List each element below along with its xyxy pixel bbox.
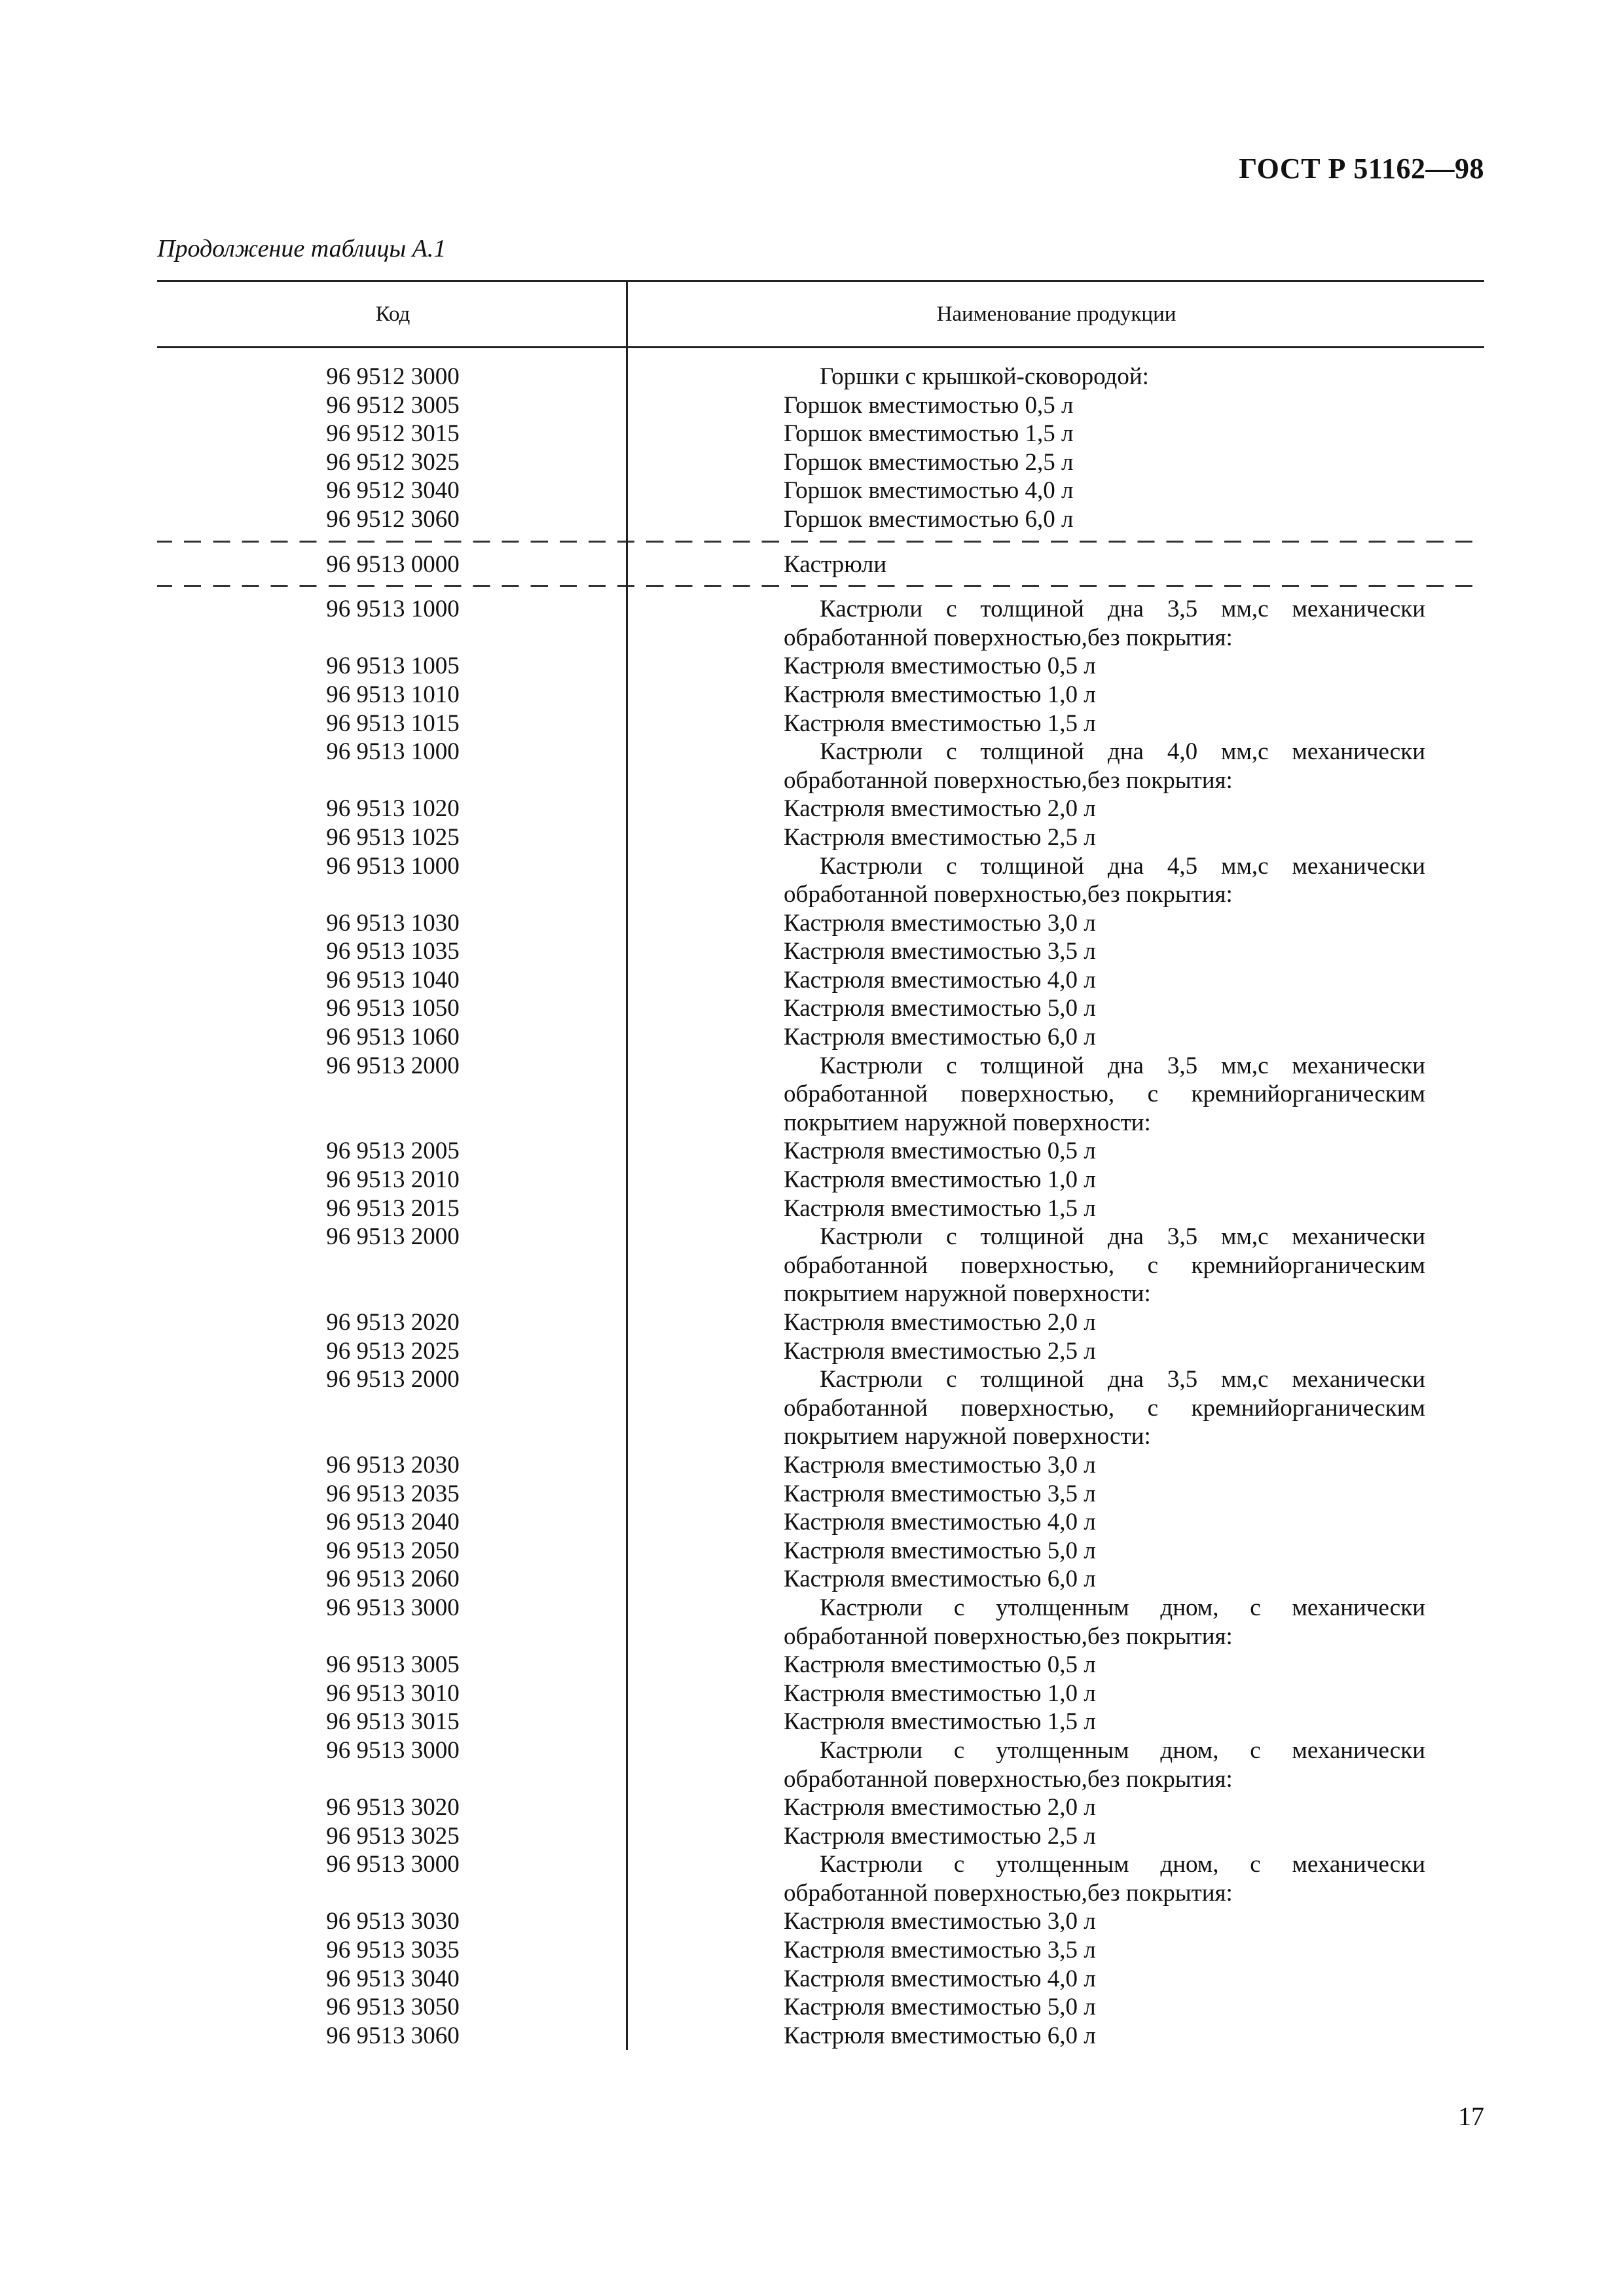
product-name: Кастрюля вместимостью 1,5 л: [784, 1194, 1096, 1222]
table-row: [157, 852, 1484, 909]
product-name: Кастрюля вместимостью 0,5 л: [784, 1651, 1096, 1679]
product-name: Кастрюля вместимостью 1,0 л: [784, 1679, 1096, 1707]
product-code: 96 9513 1035: [326, 938, 460, 965]
product-name: Кастрюля вместимостью 4,0 л: [784, 1965, 1096, 1992]
product-code: 96 9513 1000: [326, 852, 460, 880]
product-code: 96 9513 3030: [326, 1908, 460, 1935]
table-row: [157, 652, 1484, 681]
table-row: [157, 1194, 1484, 1223]
product-code: 96 9513 2010: [326, 1166, 460, 1194]
product-name: Кастрюля вместимостью 3,0 л: [784, 909, 1096, 937]
column-header-code: Код: [375, 302, 410, 326]
product-name: Кастрюля вместимостью 6,0 л: [784, 1566, 1096, 1593]
table-caption: Продолжение таблицы А.1: [157, 235, 447, 262]
product-code: 96 9513 1060: [326, 1024, 460, 1051]
table-row: [157, 1708, 1484, 1736]
product-code: 96 9513 2000: [326, 1052, 460, 1079]
product-group-name: Кастрюли с утолщенным дном, с механически обработанной поверхностью,без покрытия:: [784, 1851, 1425, 1907]
page-number: 17: [1458, 2102, 1484, 2131]
table-row: [157, 1308, 1484, 1337]
product-code: 96 9513 3000: [326, 1736, 460, 1764]
product-code: 96 9512 3040: [326, 477, 460, 505]
product-name: Кастрюля вместимостью 3,5 л: [784, 1937, 1096, 1964]
product-code: 96 9513 3010: [326, 1679, 460, 1707]
product-group-name: Кастрюли с толщиной дна 3,5 мм,с механически обработанной поверхностью,без покрытия:: [784, 596, 1425, 651]
table-row: [157, 1365, 1484, 1451]
table-row: [157, 2022, 1484, 2051]
table-row: [157, 681, 1484, 709]
product-name: Горшок вместимостью 1,5 л: [784, 420, 1074, 448]
product-code: 96 9513 3020: [326, 1794, 460, 1821]
table-row: [157, 1594, 1484, 1651]
group-separator: [157, 585, 1484, 587]
table-row: [157, 1480, 1484, 1509]
product-name: Кастрюля вместимостью 5,0 л: [784, 1537, 1096, 1564]
product-code: 96 9513 2060: [326, 1566, 460, 1593]
table-row: [157, 1137, 1484, 1166]
table-row: [157, 1565, 1484, 1594]
product-code: 96 9513 1050: [326, 995, 460, 1022]
product-name: Кастрюля вместимостью 2,0 л: [784, 1309, 1096, 1336]
product-name: Горшок вместимостью 6,0 л: [784, 505, 1074, 533]
product-code: 96 9513 2015: [326, 1194, 460, 1222]
product-code: 96 9513 2020: [326, 1309, 460, 1336]
product-code: 96 9513 3015: [326, 1708, 460, 1736]
product-code-table: [157, 280, 1484, 2050]
column-header-name: Наименование продукции: [936, 302, 1176, 326]
product-code: 96 9513 1020: [326, 795, 460, 823]
product-code: 96 9513 1010: [326, 681, 460, 708]
product-code: 96 9513 3000: [326, 1594, 460, 1621]
product-name: Кастрюля вместимостью 1,0 л: [784, 1166, 1096, 1194]
table-body: [157, 348, 1484, 2050]
table-row: [157, 1052, 1484, 1138]
table-row: [157, 1451, 1484, 1480]
product-name: Горшок вместимостью 4,0 л: [784, 477, 1074, 505]
product-name: Кастрюля вместимостью 3,0 л: [784, 1451, 1096, 1479]
table-row: [157, 1508, 1484, 1537]
product-code: 96 9513 2000: [326, 1223, 460, 1251]
table-row: [157, 1993, 1484, 2022]
table-row: [157, 1907, 1484, 1936]
product-name: Кастрюля вместимостью 5,0 л: [784, 1994, 1096, 2021]
product-code: 96 9513 2000: [326, 1366, 460, 1393]
product-group-name: Кастрюли с толщиной дна 4,5 мм,с механически обработанной поверхностью,без покрытия:: [784, 852, 1425, 908]
table-row: [157, 1936, 1484, 1965]
product-code: 96 9513 3000: [326, 1851, 460, 1878]
product-group-name: Кастрюли с толщиной дна 3,5 мм,с механически обработанной поверхностью, с кремнийорганическим покрытием наружной поверхности:: [784, 1052, 1425, 1136]
table-row: [157, 738, 1484, 795]
product-code: 96 9513 2030: [326, 1451, 460, 1479]
product-name: Кастрюля вместимостью 6,0 л: [784, 2022, 1096, 2049]
product-name: Горшок вместимостью 2,5 л: [784, 448, 1074, 476]
product-code: 96 9513 2025: [326, 1337, 460, 1365]
product-name: Кастрюля вместимостью 1,5 л: [784, 1708, 1096, 1736]
table-header-row: [157, 282, 1484, 346]
product-code: 96 9513 3025: [326, 1822, 460, 1850]
table-row: [157, 1537, 1484, 1566]
product-code: 96 9513 2035: [326, 1480, 460, 1507]
product-code: 96 9513 1005: [326, 653, 460, 680]
document-header: ГОСТ Р 51162—98: [1239, 152, 1484, 185]
table-row: [157, 937, 1484, 966]
table-row: [157, 1651, 1484, 1679]
product-code: 96 9513 2050: [326, 1537, 460, 1564]
table-row: [157, 391, 1484, 420]
table-row: [157, 448, 1484, 477]
product-code: 96 9513 2005: [326, 1138, 460, 1165]
table-row: [157, 1023, 1484, 1052]
product-code: 96 9512 3005: [326, 391, 460, 419]
table-row: [157, 1793, 1484, 1822]
product-name: Кастрюля вместимостью 3,5 л: [784, 1480, 1096, 1507]
product-code: 96 9513 1040: [326, 966, 460, 994]
product-code: 96 9512 3015: [326, 420, 460, 448]
product-name: Кастрюля вместимостью 3,5 л: [784, 938, 1096, 965]
product-name: Кастрюля вместимостью 6,0 л: [784, 1024, 1096, 1051]
product-name: Кастрюли: [784, 550, 887, 578]
table-row: [157, 363, 1484, 391]
product-code: 96 9513 3060: [326, 2022, 460, 2049]
table-row: [157, 966, 1484, 995]
product-name: Кастрюля вместимостью 1,0 л: [784, 681, 1096, 708]
product-code: 96 9513 1000: [326, 596, 460, 623]
table-row: [157, 595, 1484, 652]
product-name: Кастрюля вместимостью 5,0 л: [784, 995, 1096, 1022]
product-name: Кастрюля вместимостью 3,0 л: [784, 1908, 1096, 1935]
product-name: Кастрюля вместимостью 2,5 л: [784, 1822, 1096, 1850]
group-separator: [157, 541, 1484, 543]
product-name: Кастрюля вместимостью 4,0 л: [784, 1509, 1096, 1536]
table-row: [157, 994, 1484, 1023]
table-row: [157, 1736, 1484, 1793]
table-row: [157, 1850, 1484, 1907]
product-code: 96 9513 1000: [326, 738, 460, 766]
table-row: [157, 420, 1484, 448]
product-name: Кастрюля вместимостью 0,5 л: [784, 653, 1096, 680]
product-group-name: Кастрюли с толщиной дна 4,0 мм,с механически обработанной поверхностью,без покрытия:: [784, 738, 1425, 794]
table-row: [157, 909, 1484, 938]
product-code: 96 9513 1030: [326, 909, 460, 937]
product-code: 96 9513 3005: [326, 1651, 460, 1679]
table-row: [157, 1223, 1484, 1308]
table-row: [157, 1166, 1484, 1194]
product-code: 96 9513 2040: [326, 1509, 460, 1536]
product-code: 96 9512 3060: [326, 505, 460, 533]
table-row: [157, 1965, 1484, 1994]
product-code: 96 9513 1015: [326, 709, 460, 737]
table-row: [157, 823, 1484, 852]
product-name: Кастрюля вместимостью 2,0 л: [784, 795, 1096, 823]
table-row: [157, 795, 1484, 823]
product-code: 96 9513 3050: [326, 1994, 460, 2021]
table-row: [157, 505, 1484, 534]
product-name: Кастрюля вместимостью 2,5 л: [784, 1337, 1096, 1365]
table-row: [157, 550, 1484, 579]
product-group-name: Кастрюли с толщиной дна 3,5 мм,с механически обработанной поверхностью, с кремнийорганическим покрытием наружной поверхности:: [784, 1223, 1425, 1308]
product-code: 96 9513 3035: [326, 1937, 460, 1964]
product-code: 96 9512 3000: [326, 363, 460, 390]
product-code: 96 9512 3025: [326, 448, 460, 476]
product-name: Кастрюля вместимостью 4,0 л: [784, 966, 1096, 994]
table-row: [157, 709, 1484, 738]
column-divider: [626, 282, 628, 346]
product-group-name: Кастрюли с толщиной дна 3,5 мм,с механически обработанной поверхностью, с кремнийорганическим покрытием наружной поверхности:: [784, 1366, 1425, 1450]
product-code: 96 9513 1025: [326, 823, 460, 851]
product-group-name: Горшки с крышкой-сковородой:: [820, 363, 1149, 390]
table-row: [157, 1822, 1484, 1851]
table-row: [157, 1337, 1484, 1366]
product-name: Кастрюля вместимостью 0,5 л: [784, 1138, 1096, 1165]
product-code: 96 9513 3040: [326, 1965, 460, 1992]
product-name: Горшок вместимостью 0,5 л: [784, 391, 1074, 419]
product-group-name: Кастрюли с утолщенным дном, с механически обработанной поверхностью,без покрытия:: [784, 1736, 1425, 1793]
product-name: Кастрюля вместимостью 2,0 л: [784, 1794, 1096, 1821]
product-group-name: Кастрюли с утолщенным дном, с механически обработанной поверхностью,без покрытия:: [784, 1594, 1425, 1650]
product-name: Кастрюля вместимостью 2,5 л: [784, 823, 1096, 851]
product-code: 96 9513 0000: [326, 550, 460, 578]
table-row: [157, 1679, 1484, 1708]
product-name: Кастрюля вместимостью 1,5 л: [784, 709, 1096, 737]
table-row: [157, 476, 1484, 505]
column-divider: [626, 348, 628, 2050]
